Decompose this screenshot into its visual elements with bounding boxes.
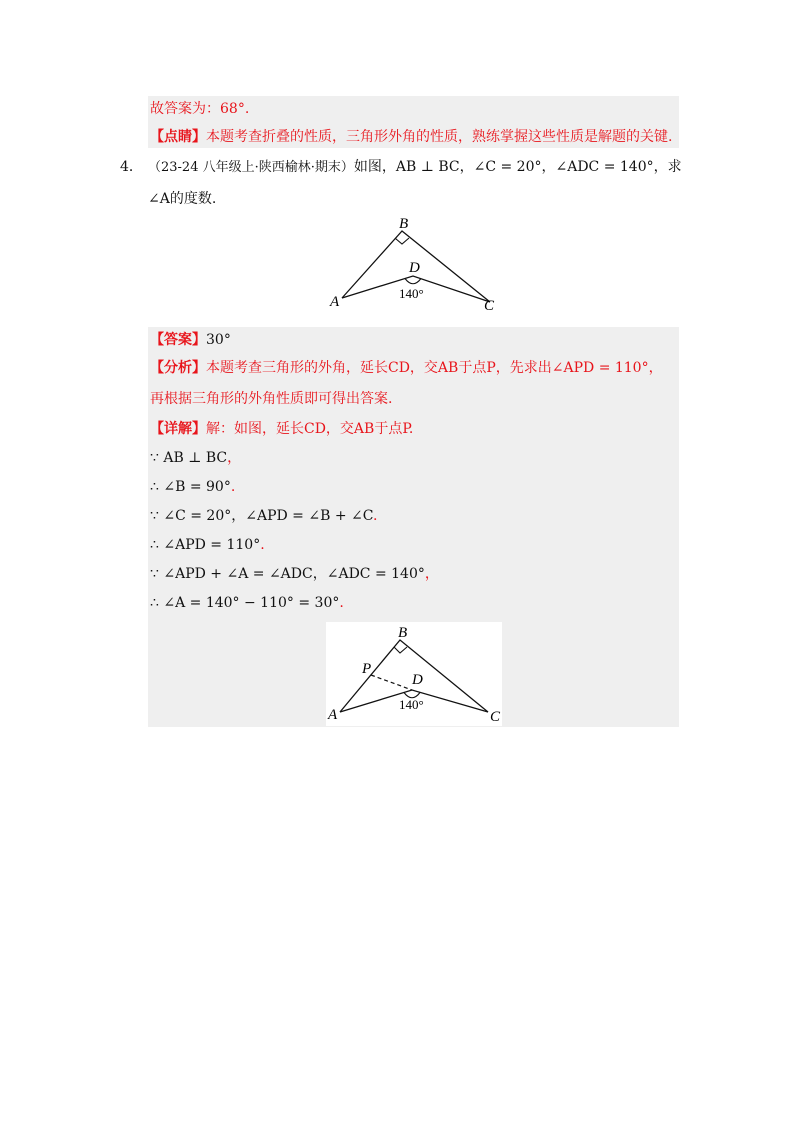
angle-label: 140° (399, 697, 424, 712)
step-3-main: ∵ ∠C = 20°，∠APD = ∠B + ∠C (150, 508, 373, 524)
analysis-text-1: 本题考查三角形的外角，延长CD，交AB于点P，先求出∠APD = 110°， (206, 360, 663, 376)
problem-line-1 (120, 157, 682, 178)
label-D: D (412, 672, 423, 688)
step-3-end: . (372, 508, 378, 524)
step-6-main: ∴ ∠A = 140° − 110° = 30° (150, 595, 340, 611)
prev-conclusion: 故答案为：68°. (150, 101, 250, 117)
step-1-end: ， (227, 450, 242, 466)
step-2 (150, 477, 235, 497)
problem-line-2: ∠A的度数. (148, 191, 217, 207)
step-6-end: . (339, 595, 344, 611)
label-C: C (484, 298, 495, 314)
figure-triangle-extended (326, 622, 502, 726)
angle-label: 140° (399, 286, 424, 301)
detail-intro (150, 419, 413, 439)
problem-text: 如图，AB ⊥ BC，∠C = 20°，∠ADC = 140°，求 (353, 159, 682, 175)
analysis-tag: 【分析】 (150, 360, 206, 376)
step-5 (150, 564, 439, 584)
label-A: A (330, 294, 340, 310)
comment-text: 本题考查折叠的性质，三角形外角的性质，熟练掌握这些性质是解题的关键. (206, 129, 673, 145)
answer-line (150, 330, 231, 350)
step-1 (150, 448, 241, 468)
problem-source: （23-24 八年级上·陕西榆林·期末） (148, 160, 354, 175)
label-B: B (398, 625, 408, 641)
label-C: C (490, 709, 501, 725)
analysis-line-2: 再根据三角形的外角性质即可得出答案. (150, 391, 393, 407)
label-B: B (399, 216, 409, 232)
step-4-main: ∴ ∠APD = 110° (150, 537, 261, 553)
step-5-main: ∵ ∠APD + ∠A = ∠ADC，∠ADC = 140° (150, 566, 425, 582)
answer-value: 30° (206, 332, 231, 348)
label-D: D (409, 260, 420, 276)
detail-intro-text: 解：如图，延长CD，交AB于点P. (206, 421, 414, 437)
analysis-line-1 (150, 358, 663, 378)
answer-tag: 【答案】 (150, 332, 206, 348)
step-2-end: . (230, 479, 236, 495)
step-1-main: ∵ AB ⊥ BC (150, 450, 228, 466)
step-4-end: . (260, 537, 265, 553)
problem-number: 4． (120, 159, 143, 175)
comment-tag: 【点睛】 (150, 129, 206, 145)
label-P: P (362, 661, 372, 677)
prev-comment (150, 127, 672, 147)
step-3 (150, 506, 377, 526)
label-A: A (328, 707, 338, 723)
step-4 (150, 535, 265, 555)
step-6 (150, 593, 344, 613)
step-2-main: ∴ ∠B = 90° (150, 479, 231, 495)
detail-tag: 【详解】 (150, 421, 206, 437)
step-5-end: ， (424, 566, 439, 582)
figure-triangle (326, 210, 506, 316)
